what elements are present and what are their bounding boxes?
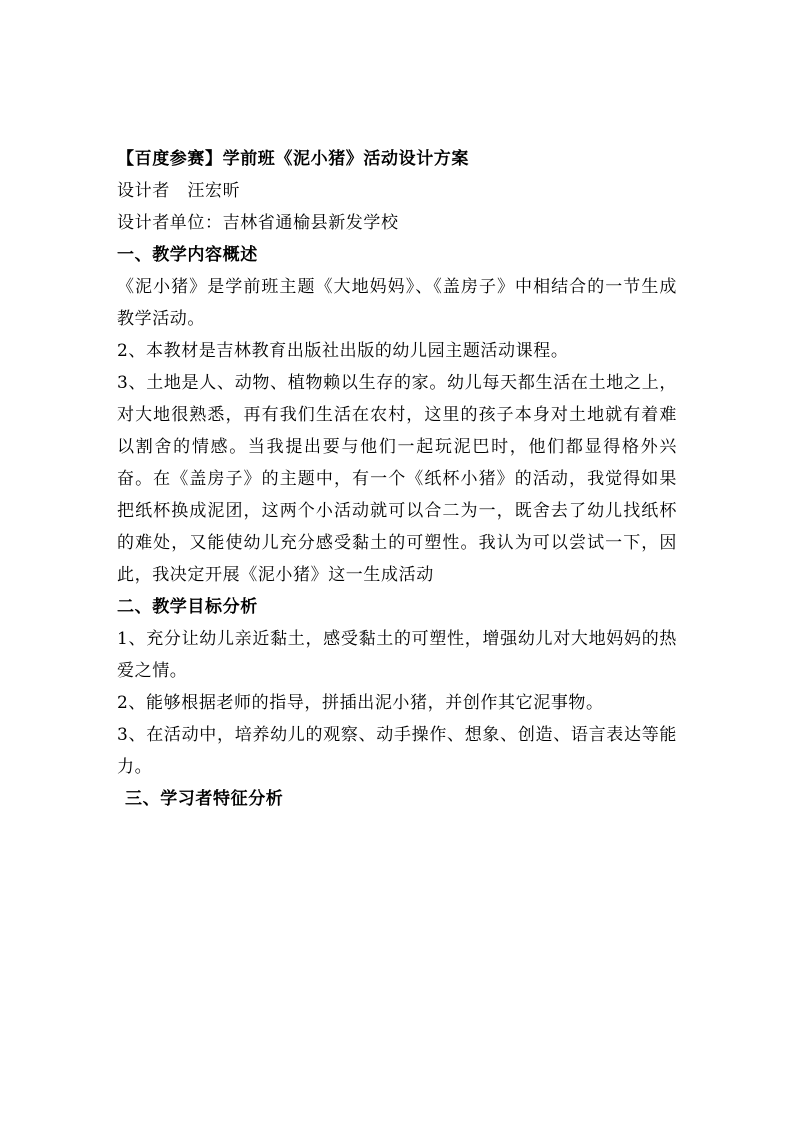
document-body (117, 143, 677, 815)
section-1-heading: 一、教学内容概述 (117, 245, 258, 265)
designer-unit-line: 设计者单位：吉林省通榆县新发学校 (117, 213, 399, 233)
section-2-paragraph-3: 3、在活动中，培养幼儿的观察、动手操作、想象、创造、语言表达等能力。 (117, 725, 677, 777)
section-1-paragraph-2: 2、本教材是吉林教育出版社出版的幼儿园主题活动课程。 (117, 341, 569, 361)
section-2-heading: 二、教学目标分析 (117, 597, 258, 617)
section-2-paragraph-2: 2、能够根据老师的指导，拼插出泥小猪，并创作其它泥事物。 (117, 693, 604, 713)
designer-line: 设计者 汪宏昕 (117, 181, 241, 201)
section-1-paragraph-1: 《泥小猪》是学前班主题《大地妈妈》、《盖房子》中相结合的一节生成教学活动。 (117, 277, 677, 329)
document-title: 【百度参赛】学前班《泥小猪》活动设计方案 (117, 149, 469, 169)
section-1-paragraph-3: 3、土地是人、动物、植物赖以生存的家。幼儿每天都生活在土地之上，对大地很熟悉，再有我们生活在农村，这里的孩子本身对土地就有着难以割舍的情感。当我提出要与他们一起玩泥巴时，他们都显得格外兴奋。在《盖房子》的主题中，有一个《纸杯小猪》的活动，我觉得如果把纸杯换成泥团，这两个小活动就可以合二为一，既舍去了幼儿找纸杯的难处，又能使幼儿充分感受黏土的可塑性。我认为可以尝试一下，因此，我决定开展《泥小猪》这一生成活动 (117, 373, 677, 585)
section-2-paragraph-1: 1、充分让幼儿亲近黏土，感受黏土的可塑性，增强幼儿对大地妈妈的热爱之情。 (117, 629, 677, 681)
section-3-heading: 三、学习者特征分析 (125, 789, 284, 809)
